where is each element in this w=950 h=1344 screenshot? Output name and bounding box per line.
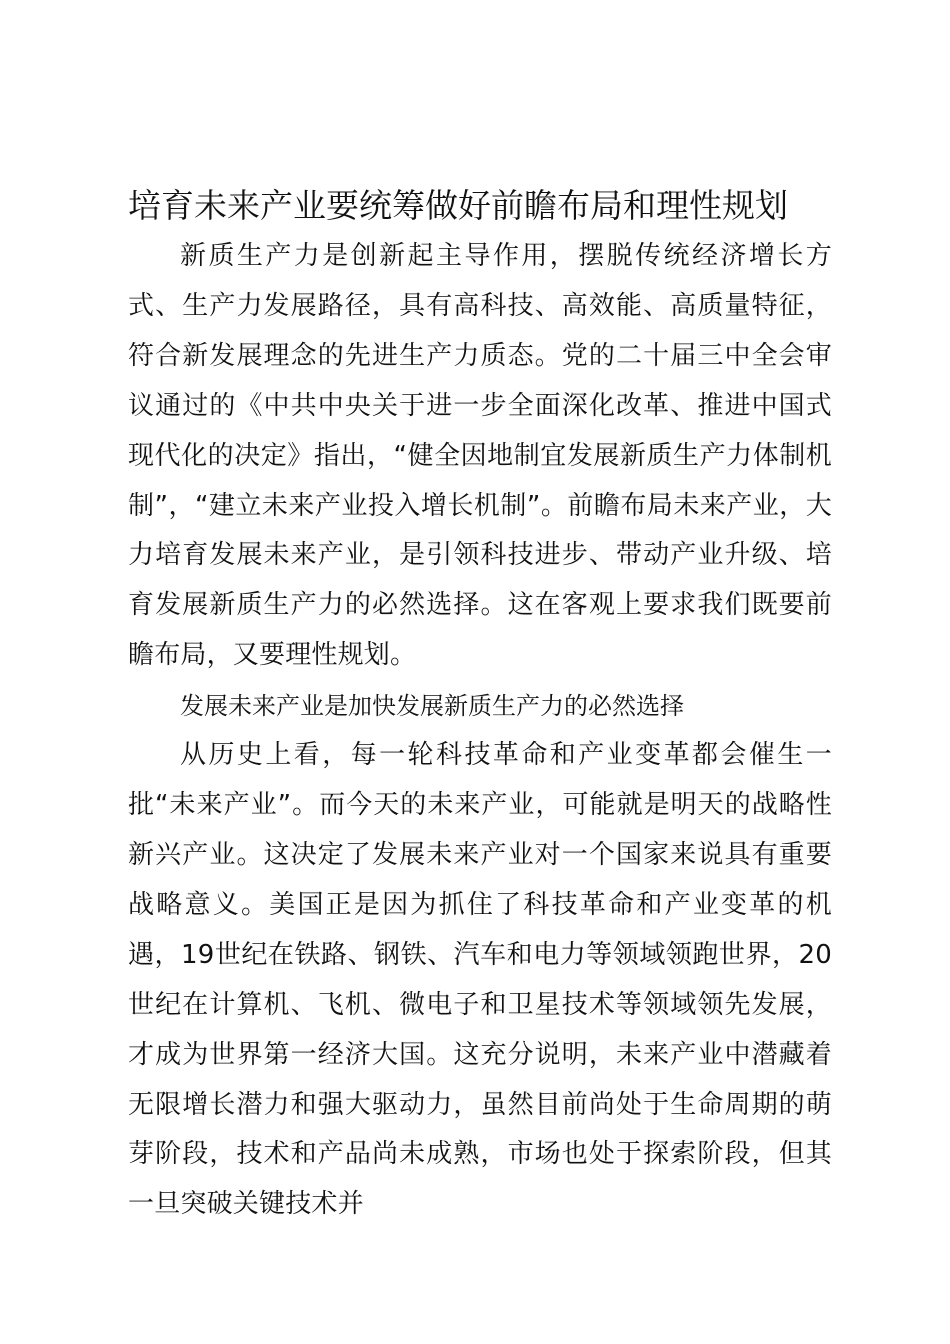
document-title: 培育未来产业要统筹做好前瞻布局和理性规划	[128, 186, 788, 225]
paragraph-intro: 新质生产力是创新起主导作用，摆脱传统经济增长方式、生产力发展路径，具有高科技、高效能、高质量特征，符合新发展理念的先进生产力质态。党的二十届三中全会审议通过的《中共中央关于进一步全面深化改革、推进中国式现代化的决定》指出，“健全因地制宜发展新质生产力体制机制”，“建立未来产业投入增长机制”。前瞻布局未来产业，大力培育发展未来产业，是引领科技进步、带动产业升级、培育发展新质生产力的必然选择。这在客观上要求我们既要前瞻布局，又要理性规划。	[128, 241, 832, 671]
paragraph-history: 从历史上看，每一轮科技革命和产业变革都会催生一批“未来产业”。而今天的未来产业，可能就是明天的战略性新兴产业。这决定了发展未来产业对一个国家来说具有重要战略意义。美国正是因为抓住了科技革命和产业变革的机遇，19世纪在铁路、钢铁、汽车和电力等领域领跑世界，20世纪在计算机、飞机、微电子和卫星技术等领域领先发展，才成为世界第一经济大国。这充分说明，未来产业中潜藏着无限增长潜力和强大驱动力，虽然目前尚处于生命周期的萌芽阶段，技术和产品尚未成熟，市场也处于探索阶段，但其一旦突破关键技术并	[128, 740, 832, 1220]
section-heading: 发展未来产业是加快发展新质生产力的必然选择	[180, 692, 684, 721]
document-page	[128, 180, 832, 1230]
